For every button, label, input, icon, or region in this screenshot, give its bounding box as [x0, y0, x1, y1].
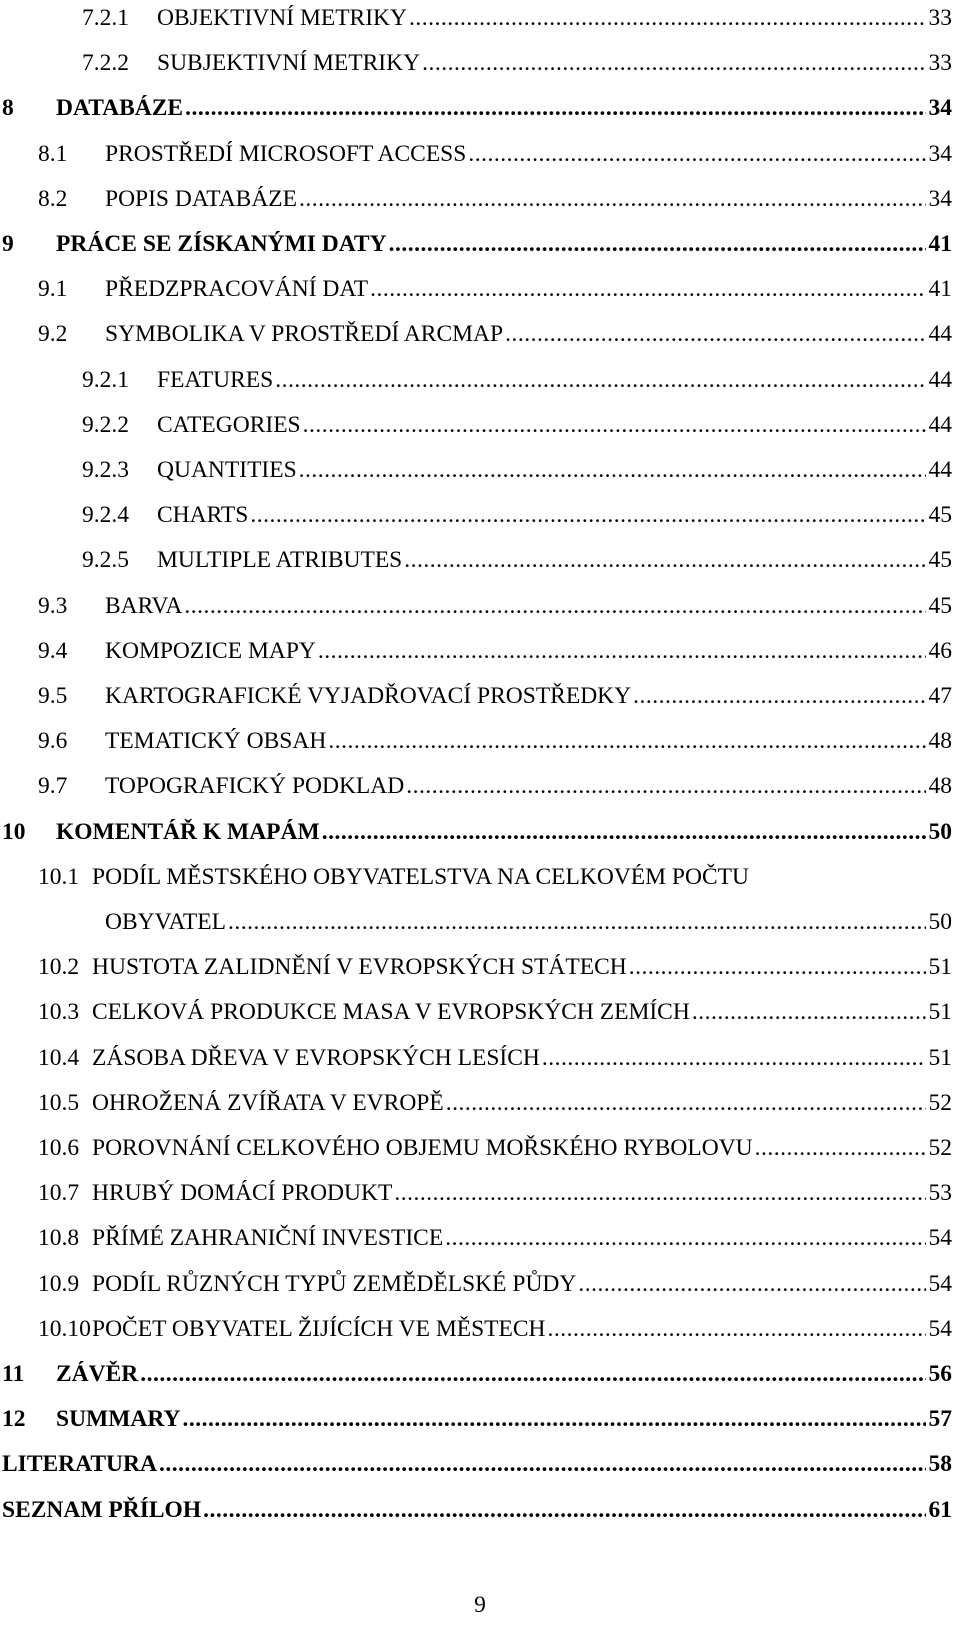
toc-entry[interactable] [0, 851, 952, 891]
toc-entry-page: 41 [928, 276, 952, 303]
dot-leader [370, 275, 925, 303]
toc-entry-page: 48 [928, 773, 952, 800]
dot-leader [203, 1496, 925, 1524]
dot-leader [633, 682, 925, 710]
dot-leader [250, 501, 925, 529]
toc-entry[interactable] [0, 1167, 952, 1207]
toc-entry-page: 54 [928, 1225, 952, 1252]
toc-entry-title: DATABÁZE [56, 95, 184, 122]
toc-entry[interactable] [0, 444, 952, 484]
toc-entry-page: 50 [928, 818, 952, 845]
toc-entry-number: 9.2.5 [82, 547, 129, 574]
dot-leader [446, 1089, 926, 1117]
toc-entry-page: 44 [928, 366, 952, 393]
dot-leader [303, 411, 926, 439]
dot-leader [409, 4, 926, 32]
toc-entry-page: 34 [928, 140, 952, 167]
toc-entry-page: 47 [928, 683, 952, 709]
dot-leader [183, 1405, 926, 1433]
toc-entry-title: TEMATICKÝ OBSAH [105, 728, 327, 755]
toc-entry-number: 10.8 [38, 1225, 80, 1252]
toc-entry[interactable] [0, 806, 952, 846]
toc-entry-number: 9.4 [38, 637, 68, 664]
toc-entry-title: PŘEDZPRACOVÁNÍ DAT [105, 276, 369, 303]
dot-leader [692, 998, 926, 1026]
dot-leader [299, 185, 925, 213]
toc-entry[interactable] [0, 489, 952, 529]
toc-entry-page: 50 [928, 909, 952, 935]
toc-entry[interactable] [0, 1258, 952, 1298]
toc-entry-title: QUANTITIES [157, 457, 297, 483]
toc-entry-title: MULTIPLE ATRIBUTES [157, 547, 403, 574]
dot-leader [548, 1315, 926, 1343]
toc-entry-number: 9.5 [38, 683, 68, 709]
toc-entry-page: 56 [928, 1361, 952, 1387]
toc-entry-number: 9.2.4 [82, 502, 129, 529]
dot-leader [318, 637, 926, 665]
toc-entry-title: FEATURES [157, 366, 274, 393]
toc-entry-number: 9.2.2 [82, 411, 129, 438]
toc-entry-title: SYMBOLIKA V PROSTŘEDÍ ARCMAP [105, 321, 504, 348]
dot-leader [406, 772, 925, 800]
toc-entry[interactable] [0, 1212, 952, 1252]
toc-entry-title: POROVNÁNÍ CELKOVÉHO OBJEMU MOŘSKÉHO RYBOLOVU [92, 1135, 753, 1161]
toc-entry-number: 11 [2, 1361, 25, 1387]
dot-leader [159, 1450, 926, 1478]
toc-entry-number: 10.1 [38, 863, 80, 890]
toc-entry-number: 10.10 [38, 1315, 91, 1342]
toc-entry-page: 34 [928, 95, 952, 122]
toc-entry-number: 8.2 [38, 185, 68, 212]
toc-entry-title: KOMPOZICE MAPY [105, 637, 316, 664]
toc-entry-number: 10.3 [38, 999, 80, 1026]
toc-entry-number: 10.4 [38, 1044, 80, 1071]
toc-entry[interactable] [0, 760, 952, 800]
toc-entry-page: 54 [928, 1315, 952, 1342]
dot-leader [228, 908, 926, 936]
toc-entry[interactable] [0, 1303, 952, 1343]
toc-entry-page: 46 [928, 637, 952, 664]
dot-leader [299, 456, 926, 484]
dot-leader [578, 1270, 925, 1298]
toc-entry[interactable] [0, 986, 952, 1026]
dot-leader [275, 366, 925, 394]
toc-entry-number: 8 [2, 95, 14, 122]
toc-entry-title: KOMENTÁŘ K MAPÁM [56, 818, 320, 845]
dot-leader [184, 592, 925, 620]
toc-entry[interactable] [0, 37, 952, 77]
dot-leader [629, 953, 926, 981]
dot-leader [404, 546, 925, 574]
toc-entry-number: 10.9 [38, 1270, 80, 1297]
toc-entry-page: 44 [928, 457, 952, 483]
toc-entry[interactable] [0, 218, 952, 258]
toc-entry-title: HUSTOTA ZALIDNĚNÍ V EVROPSKÝCH STÁTECH [92, 954, 627, 981]
toc-entry[interactable] [0, 308, 952, 348]
toc-entry-page: 51 [928, 1044, 952, 1071]
toc-entry-title: CHARTS [157, 502, 249, 529]
toc-entry-title: ZÁSOBA DŘEVA V EVROPSKÝCH LESÍCH [92, 1044, 540, 1071]
toc-entry-number: 10.6 [38, 1135, 80, 1161]
toc-entry-title: CATEGORIES [157, 411, 301, 438]
toc-entry-title: POČET OBYVATEL ŽIJÍCÍCH VE MĚSTECH [92, 1315, 546, 1342]
toc-entry-page: 58 [928, 1451, 952, 1478]
toc-entry-title: POPIS DATABÁZE [105, 185, 298, 212]
toc-entry[interactable] [0, 625, 952, 665]
toc-entry-title: ZÁVĚR [56, 1361, 139, 1387]
toc-entry-page: 53 [928, 1180, 952, 1207]
toc-entry-number: 10.7 [38, 1180, 80, 1207]
toc-entry-title: OBJEKTIVNÍ METRIKY [157, 5, 407, 31]
toc-entry[interactable] [0, 263, 952, 303]
toc-entry[interactable] [0, 0, 952, 32]
toc-entry[interactable] [0, 1484, 952, 1524]
dot-leader [389, 230, 926, 258]
toc-entry-page: 44 [928, 411, 952, 438]
toc-entry-title: BARVA [105, 592, 183, 619]
dot-leader [468, 140, 925, 168]
toc-entry-title: PŘÍMÉ ZAHRANIČNÍ INVESTICE [92, 1225, 444, 1252]
toc-entry-continuation[interactable] [0, 896, 952, 936]
toc-entry-page: 52 [928, 1135, 952, 1161]
toc-entry[interactable] [0, 1077, 952, 1117]
toc-entry[interactable] [0, 173, 952, 213]
dot-leader [140, 1360, 925, 1388]
toc-entry-number: 12 [2, 1406, 26, 1433]
toc-entry[interactable] [0, 354, 952, 394]
toc-entry-number: 8.1 [38, 140, 68, 167]
toc-entry-number: 9.2.1 [82, 366, 129, 393]
toc-entry-page: 52 [928, 1089, 952, 1116]
toc-entry-number: 7.2.1 [82, 5, 129, 31]
toc-entry-title: PODÍL MĚSTSKÉHO OBYVATELSTVA NA CELKOVÉM POČTU [92, 863, 749, 890]
dot-leader [185, 94, 925, 122]
page-number: 9 [474, 1592, 486, 1618]
toc-entry[interactable] [0, 1348, 952, 1388]
toc-entry[interactable] [0, 670, 952, 710]
toc-entry-page: 44 [928, 321, 952, 348]
toc-entry-number: 9.2 [38, 321, 68, 348]
toc-entry-page: 41 [928, 231, 952, 257]
toc-entry-title: KARTOGRAFICKÉ VYJADŘOVACÍ PROSTŘEDKY [105, 683, 632, 709]
toc-entry-number: 9.6 [38, 728, 68, 755]
toc-entry[interactable] [0, 941, 952, 981]
toc-entry-number: 9.3 [38, 592, 68, 619]
toc-entry-title: PROSTŘEDÍ MICROSOFT ACCESS [105, 140, 467, 167]
toc-entry-number: 10.2 [38, 954, 80, 981]
toc-entry[interactable] [0, 1032, 952, 1072]
toc-entry-page: 45 [928, 547, 952, 574]
toc-entry-title: PRÁCE SE ZÍSKANÝMI DATY [56, 231, 387, 257]
toc-entry-number: 9.2.3 [82, 457, 129, 483]
toc-entry[interactable] [0, 1393, 952, 1433]
toc-entry-title: SEZNAM PŘÍLOH [2, 1496, 202, 1523]
toc-entry-page: 45 [928, 502, 952, 529]
toc-entry[interactable] [0, 82, 952, 122]
toc-entry[interactable] [0, 1438, 952, 1478]
toc-entry-page: 57 [928, 1406, 952, 1433]
dot-leader [422, 49, 925, 77]
toc-entry[interactable] [0, 580, 952, 620]
toc-entry-page: 48 [928, 728, 952, 755]
toc-entry-number: 9.1 [38, 276, 68, 303]
toc-entry[interactable] [0, 128, 952, 168]
toc-entry-page: 61 [928, 1496, 952, 1523]
toc-entry[interactable] [0, 399, 952, 439]
toc-entry-title: CELKOVÁ PRODUKCE MASA V EVROPSKÝCH ZEMÍCH [92, 999, 690, 1026]
dot-leader [328, 727, 925, 755]
toc-entry-title: HRUBÝ DOMÁCÍ PRODUKT [92, 1180, 393, 1207]
toc-entry-title: OHROŽENÁ ZVÍŘATA V EVROPĚ [92, 1089, 444, 1116]
toc-entry-number: 10 [2, 818, 26, 845]
toc-entry-page: 34 [928, 185, 952, 212]
dot-leader [445, 1224, 925, 1252]
toc-entry-page: 33 [928, 5, 952, 31]
toc-entry-title: SUMMARY [56, 1406, 181, 1433]
toc-entry-page: 45 [928, 592, 952, 619]
toc-entry-title: SUBJEKTIVNÍ METRIKY [157, 50, 421, 77]
toc-entry-title: PODÍL RŮZNÝCH TYPŮ ZEMĚDĚLSKÉ PŮDY [92, 1270, 577, 1297]
dot-leader [755, 1134, 926, 1162]
toc-entry[interactable] [0, 1122, 952, 1162]
dot-leader [542, 1044, 926, 1072]
dot-leader [505, 320, 925, 348]
toc-entry-page: 51 [928, 954, 952, 981]
toc-entry-title: TOPOGRAFICKÝ PODKLAD [105, 773, 405, 800]
toc-entry-title-continuation: OBYVATEL [105, 909, 226, 935]
toc-entry[interactable] [0, 534, 952, 574]
dot-leader [322, 818, 926, 846]
dot-leader [394, 1179, 925, 1207]
toc-entry-page: 54 [928, 1270, 952, 1297]
toc-entry-number: 10.5 [38, 1089, 80, 1116]
toc-entry-number: 9 [2, 231, 14, 257]
toc-entry[interactable] [0, 715, 952, 755]
toc-entry-page: 33 [928, 50, 952, 77]
toc-entry-number: 7.2.2 [82, 50, 129, 77]
toc-entry-title: LITERATURA [2, 1451, 157, 1478]
toc-entry-page: 51 [928, 999, 952, 1026]
toc-entry-number: 9.7 [38, 773, 68, 800]
